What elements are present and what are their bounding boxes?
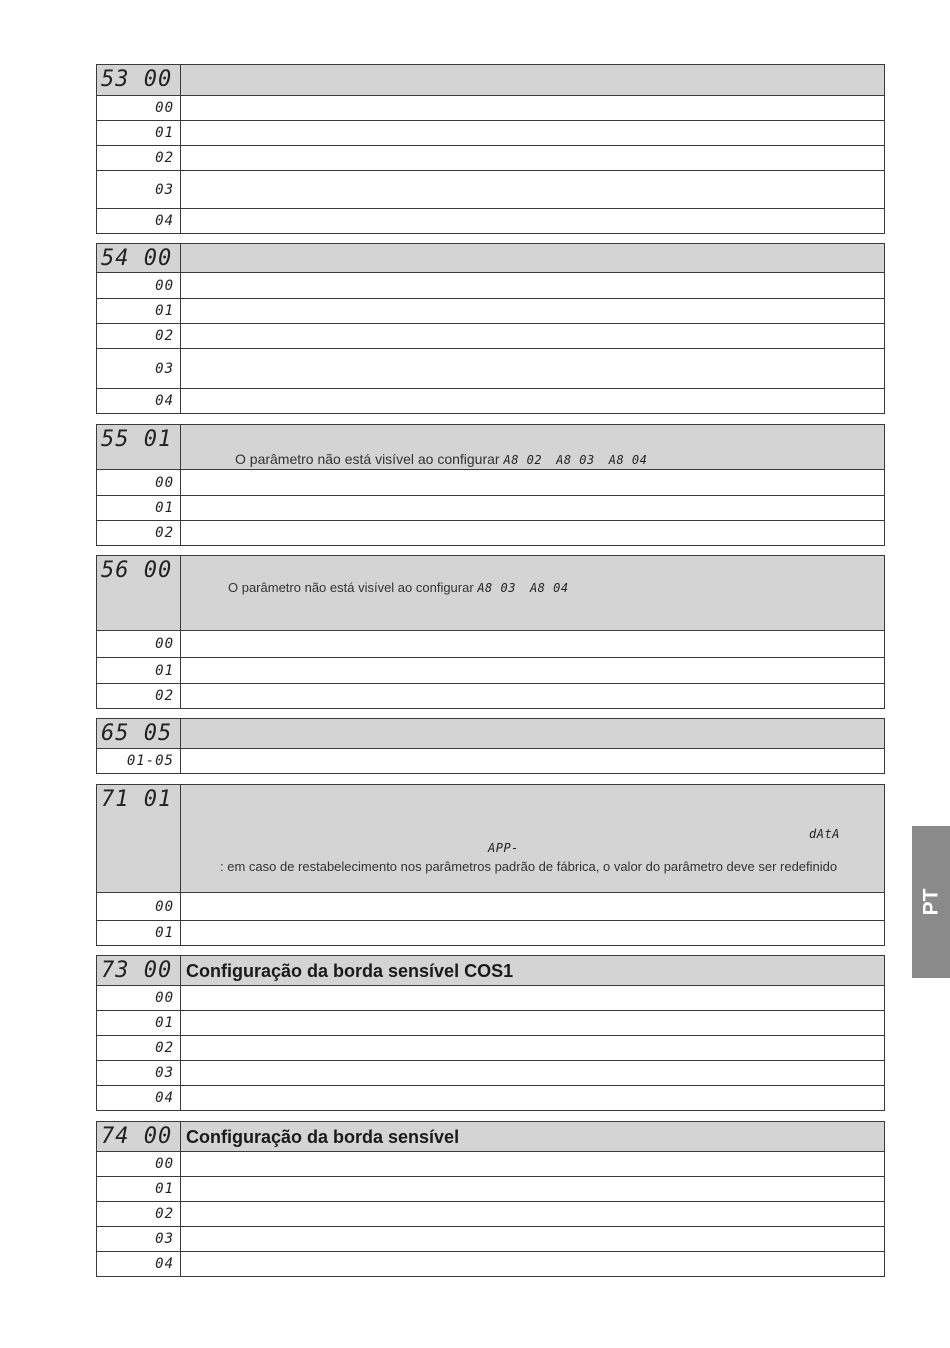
- param-code: 71 01: [97, 785, 181, 893]
- value-description: [181, 299, 885, 324]
- value-description: [181, 658, 885, 684]
- value-code: 03: [97, 1061, 181, 1086]
- param-table-54: [96, 243, 885, 414]
- value-description: [181, 1152, 885, 1177]
- param-note: [181, 785, 885, 893]
- value-code: 00: [97, 986, 181, 1011]
- value-description: [181, 1202, 885, 1227]
- param-code: 73 00: [97, 956, 181, 986]
- value-description: [181, 1011, 885, 1036]
- value-code: 00: [97, 893, 181, 921]
- param-code: 56 00: [97, 556, 181, 631]
- value-code: 00: [97, 273, 181, 299]
- value-code: 01: [97, 299, 181, 324]
- param-title: [181, 65, 885, 96]
- value-code: 02: [97, 324, 181, 349]
- value-description: [181, 146, 885, 171]
- visibility-note: [181, 451, 884, 467]
- value-description: [181, 921, 885, 946]
- param-note: [181, 425, 885, 470]
- param-table-65: [96, 718, 885, 774]
- reset-note: : em caso de restabelecimento nos parâmetros padrão de fábrica, o valor do parâmetro deve ser redefinido: [220, 859, 838, 874]
- value-description: [181, 986, 885, 1011]
- param-code: 54 00: [97, 244, 181, 273]
- param-code: 53 00: [97, 65, 181, 96]
- value-description: [181, 273, 885, 299]
- value-code: 01: [97, 1177, 181, 1202]
- param-table-74: [96, 1121, 885, 1277]
- param-table-73: [96, 955, 885, 1111]
- value-code: 04: [97, 209, 181, 234]
- value-code: 02: [97, 146, 181, 171]
- value-code: 03: [97, 349, 181, 389]
- value-description: [181, 324, 885, 349]
- param-code: 65 05: [97, 719, 181, 749]
- visibility-note: [181, 580, 884, 595]
- note-code: A8 04: [529, 581, 569, 595]
- value-description: [181, 1227, 885, 1252]
- language-tab-label: PT: [919, 888, 942, 916]
- value-code: 01: [97, 1011, 181, 1036]
- value-description: [181, 1036, 885, 1061]
- param-code: 74 00: [97, 1122, 181, 1152]
- value-description: [181, 1252, 885, 1277]
- param-code: 55 01: [97, 425, 181, 470]
- value-description: [181, 684, 885, 709]
- value-description: [181, 521, 885, 546]
- value-description: [181, 389, 885, 414]
- value-description: [181, 349, 885, 389]
- value-code: 01: [97, 121, 181, 146]
- param-table-55: [96, 424, 885, 546]
- param-table-56: [96, 555, 885, 709]
- value-code: 00: [97, 96, 181, 121]
- value-code: 01-05: [97, 749, 181, 774]
- note-text: O parâmetro não está visível ao configurar: [228, 580, 474, 595]
- note-code: A8 02: [503, 453, 543, 467]
- value-description: [181, 496, 885, 521]
- value-code: 04: [97, 1252, 181, 1277]
- value-code: 00: [97, 470, 181, 496]
- value-code: 02: [97, 1202, 181, 1227]
- note-code: A8 04: [608, 453, 648, 467]
- note-text: O parâmetro não está visível ao configurar: [235, 451, 500, 467]
- param-note: [181, 556, 885, 631]
- param-title: Configuração da borda sensível: [181, 1122, 885, 1152]
- value-code: 02: [97, 684, 181, 709]
- value-code: 00: [97, 1152, 181, 1177]
- value-description: [181, 121, 885, 146]
- param-title: Configuração da borda sensível COS1: [181, 956, 885, 986]
- note-code: APP-: [488, 841, 519, 855]
- value-code: 02: [97, 521, 181, 546]
- value-description: [181, 893, 885, 921]
- value-description: [181, 749, 885, 774]
- param-title: [181, 719, 885, 749]
- value-description: [181, 1177, 885, 1202]
- value-code: 00: [97, 631, 181, 658]
- value-code: 01: [97, 496, 181, 521]
- note-code: dAtA: [809, 827, 840, 841]
- value-description: [181, 96, 885, 121]
- value-code: 03: [97, 171, 181, 209]
- param-title: [181, 244, 885, 273]
- note-code: A8 03: [477, 581, 516, 595]
- value-code: 04: [97, 389, 181, 414]
- value-code: 01: [97, 658, 181, 684]
- value-description: [181, 1061, 885, 1086]
- value-code: 04: [97, 1086, 181, 1111]
- language-tab: [912, 826, 950, 978]
- value-description: [181, 631, 885, 658]
- value-description: [181, 171, 885, 209]
- param-table-53: [96, 64, 885, 234]
- value-description: [181, 1086, 885, 1111]
- value-description: [181, 209, 885, 234]
- value-code: 03: [97, 1227, 181, 1252]
- value-description: [181, 470, 885, 496]
- note-code: A8 03: [556, 453, 595, 467]
- value-code: 02: [97, 1036, 181, 1061]
- param-table-71: [96, 784, 885, 946]
- value-code: 01: [97, 921, 181, 946]
